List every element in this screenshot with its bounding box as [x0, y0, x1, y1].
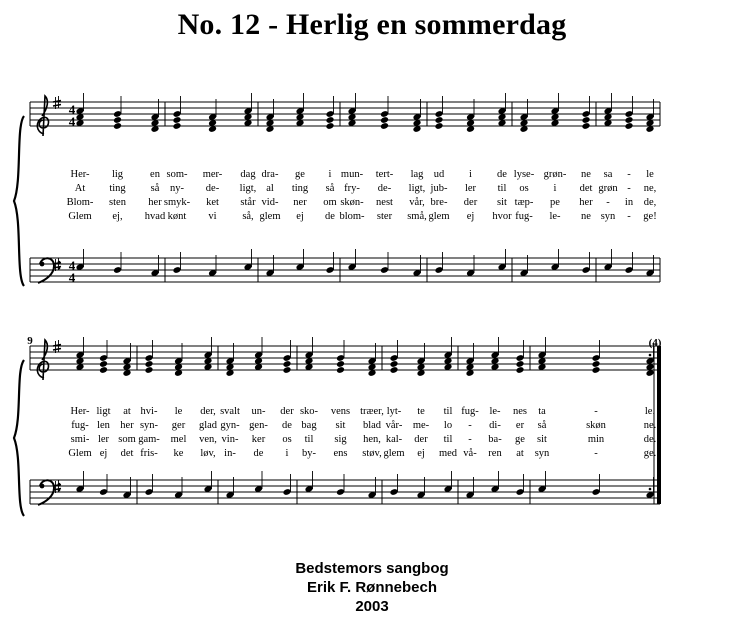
lyric-syllable: -	[468, 434, 472, 445]
lyric-syllable: ger	[171, 420, 186, 431]
lyric-syllable: glad	[198, 420, 218, 431]
treble-chord-note	[390, 360, 399, 368]
lyric-syllable: ler	[97, 434, 110, 445]
lyric-syllable: ej,	[112, 211, 123, 222]
lyric-syllable: Her-	[70, 406, 90, 417]
lyric-syllable: mun-	[340, 169, 364, 180]
lyric-syllable: len	[97, 420, 110, 431]
lyric-syllable: ster	[376, 211, 393, 222]
lyric-syllable: Glem	[68, 448, 92, 459]
treble-chord-note	[516, 360, 525, 368]
treble-chord-note	[435, 122, 444, 130]
lyric-syllable: ner	[293, 197, 307, 208]
lyric-syllable: -	[627, 183, 631, 194]
lyric-syllable: ligt	[96, 406, 111, 417]
lyric-syllable: som-	[166, 169, 188, 180]
lyric-syllable: ven,	[199, 434, 217, 445]
lyric-syllable: vi	[208, 211, 217, 222]
lyric-syllable: os	[282, 434, 292, 445]
system-brace-icon	[14, 116, 24, 286]
lyric-syllable: til	[443, 434, 453, 445]
lyric-syllable: i	[328, 169, 332, 180]
lyric-syllable: de	[325, 211, 335, 222]
lyric-syllable: nes	[513, 406, 527, 417]
treble-chord-note	[283, 366, 292, 374]
treble-chord-note	[625, 122, 634, 130]
lyric-syllable: kønt	[167, 211, 187, 222]
lyric-syllable: vens	[330, 406, 351, 417]
treble-chord-note	[592, 360, 601, 368]
treble-chord-note	[99, 366, 108, 374]
treble-chord-note	[592, 366, 601, 374]
treble-chord-note	[390, 366, 399, 374]
treble-chord-note	[336, 360, 345, 368]
lyric-syllable: ej	[99, 448, 108, 459]
final-barline-thick	[657, 346, 661, 504]
lyric-syllable: fug-	[461, 406, 479, 417]
lyric-syllable: i	[285, 448, 289, 459]
lyric-syllable: sit	[497, 197, 507, 208]
lyric-syllable: ge	[515, 434, 525, 445]
lyric-syllable: sit	[335, 420, 346, 431]
lyric-syllable: lig	[111, 169, 124, 180]
lyric-syllable: de-	[205, 183, 220, 194]
treble-chord-note	[145, 360, 154, 368]
lyric-syllable: vid-	[261, 197, 279, 208]
lyric-syllable: her	[148, 197, 162, 208]
lyric-syllable: glem	[428, 211, 450, 222]
lyric-syllable: un-	[251, 406, 266, 417]
key-sharp-icon	[53, 349, 61, 351]
lyric-syllable: små,	[407, 211, 427, 222]
lyric-syllable: sig	[334, 434, 347, 445]
lyric-syllable: de.	[643, 434, 657, 445]
time-signature-bottom: 4	[68, 270, 76, 285]
lyric-syllable: er	[515, 420, 525, 431]
lyric-syllable: te	[417, 406, 425, 417]
lyric-syllable: skøn	[586, 420, 606, 431]
treble-chord-note	[582, 116, 591, 124]
lyric-syllable: le-	[549, 211, 561, 222]
lyric-syllable: vin-	[221, 434, 239, 445]
lyric-syllable: lo	[443, 420, 453, 431]
lyric-syllable: at	[516, 448, 524, 459]
lyric-syllable: dag	[240, 169, 256, 180]
lyric-syllable: by-	[302, 448, 316, 459]
treble-chord-note	[145, 366, 154, 374]
lyric-syllable: lyt-	[386, 406, 402, 417]
lyric-syllable: ej	[466, 211, 475, 222]
treble-chord-note	[326, 116, 335, 124]
treble-chord-note	[173, 122, 182, 130]
lyric-syllable: blad	[362, 420, 382, 431]
lyric-syllable: -	[594, 448, 598, 459]
repeat-dot	[649, 354, 652, 357]
lyric-syllable: smyk-	[163, 197, 191, 208]
lyric-syllable: syn	[534, 448, 550, 459]
lyric-syllable: mer-	[202, 169, 223, 180]
lyric-syllable: lag	[410, 169, 424, 180]
lyric-syllable: sit	[537, 434, 547, 445]
lyric-syllable: le	[174, 406, 183, 417]
lyric-syllable: hvad	[144, 211, 166, 222]
lyric-syllable: i	[469, 169, 472, 180]
lyric-syllable: al	[266, 183, 274, 194]
lyric-syllable: ting	[291, 183, 309, 194]
lyric-syllable: de	[253, 448, 264, 459]
lyric-syllable: så	[325, 183, 335, 194]
lyric-syllable: ge	[295, 169, 305, 180]
lyric-syllable: bre-	[430, 197, 448, 208]
measure-number: 9	[27, 335, 33, 347]
lyric-syllable: der,	[200, 406, 216, 417]
bass-clef-head	[40, 484, 45, 489]
lyric-syllable: de	[282, 420, 292, 431]
treble-chord-note	[582, 122, 591, 130]
lyric-syllable: le.	[644, 406, 656, 417]
lyric-syllable: grøn-	[543, 169, 567, 180]
lyric-syllable: ge!	[643, 211, 657, 222]
lyric-syllable: gam-	[138, 434, 160, 445]
lyric-syllable: vår-	[385, 420, 403, 431]
lyric-syllable: le-	[489, 406, 501, 417]
lyric-syllable: grøn	[598, 183, 618, 194]
lyric-syllable: så,	[242, 211, 254, 222]
lyric-syllable: de-	[377, 183, 392, 194]
lyric-syllable: træer,	[360, 406, 384, 417]
lyric-syllable: i	[553, 183, 557, 194]
lyric-syllable: så	[537, 420, 547, 431]
treble-chord-note	[173, 116, 182, 124]
lyric-syllable: ens	[333, 448, 348, 459]
lyric-syllable: de,	[643, 197, 657, 208]
lyric-syllable: min	[587, 434, 605, 445]
lyric-syllable: ne	[581, 169, 591, 180]
lyric-syllable: smi-	[70, 434, 90, 445]
lyric-syllable: dra-	[261, 169, 279, 180]
lyric-syllable: sten	[109, 197, 126, 208]
treble-chord-note	[435, 116, 444, 124]
lyric-syllable: syn-	[139, 420, 159, 431]
lyric-syllable: jub-	[430, 183, 448, 194]
lyric-syllable: -	[468, 420, 472, 431]
lyric-syllable: lyse-	[513, 169, 535, 180]
lyric-syllable: der	[463, 197, 478, 208]
treble-chord-note	[516, 366, 525, 374]
lyric-syllable: vå-	[463, 448, 477, 459]
lyric-syllable: støv,	[362, 448, 382, 459]
lyric-syllable: ne.	[643, 420, 657, 431]
lyric-syllable: til	[497, 183, 507, 194]
lyric-syllable: os	[519, 183, 529, 194]
lyric-syllable: skøn-	[340, 197, 364, 208]
lyric-syllable: som	[118, 434, 136, 445]
lyric-syllable: ler	[464, 183, 477, 194]
time-signature-top: 4	[68, 102, 76, 117]
lyric-syllable: -	[594, 406, 598, 417]
lyric-syllable: løv,	[200, 448, 216, 459]
lyric-syllable: sa	[603, 169, 613, 180]
lyric-syllable: in	[624, 197, 634, 208]
lyric-syllable: det	[579, 183, 593, 194]
lyric-syllable: pe	[550, 197, 560, 208]
repeat-dot	[649, 488, 652, 491]
lyric-syllable: der	[280, 406, 294, 417]
lyric-syllable: -	[627, 169, 631, 180]
lyric-syllable: hvi-	[140, 406, 158, 417]
time-signature-bottom: 4	[68, 114, 76, 129]
lyric-syllable: ne,	[643, 183, 657, 194]
lyric-syllable: gyn-	[220, 420, 240, 431]
bass-clef-icon	[38, 258, 54, 283]
treble-chord-note	[326, 122, 335, 130]
lyric-syllable: -	[606, 197, 610, 208]
ending-number: (4)	[648, 337, 662, 349]
lyric-syllable: ting	[109, 183, 126, 194]
treble-chord-note	[99, 360, 108, 368]
lyric-syllable: ny-	[170, 183, 184, 194]
treble-chord-note	[625, 116, 634, 124]
treble-chord-note	[380, 116, 389, 124]
key-sharp-icon	[53, 105, 61, 107]
lyric-syllable: svalt	[220, 406, 240, 417]
lyric-syllable: gen-	[249, 420, 268, 431]
lyric-syllable: ke	[173, 448, 184, 459]
lyric-syllable: le	[646, 169, 654, 180]
lyric-syllable: hen,	[363, 434, 381, 445]
lyric-syllable: her	[579, 197, 593, 208]
bass-clef-icon	[38, 480, 54, 505]
lyric-syllable: vår,	[409, 197, 425, 208]
lyric-syllable: at	[123, 406, 131, 417]
treble-chord-note	[113, 116, 122, 124]
lyric-syllable: glem	[383, 448, 405, 459]
lyric-syllable: di-	[489, 420, 501, 431]
lyric-syllable: hvor	[492, 211, 512, 222]
treble-chord-note	[113, 122, 122, 130]
lyric-syllable: til	[304, 434, 314, 445]
lyric-syllable: me-	[412, 420, 430, 431]
lyric-syllable: ud	[433, 169, 445, 180]
lyric-syllable: ligt,	[408, 183, 426, 194]
lyric-syllable: om	[323, 197, 337, 208]
lyric-syllable: med	[438, 448, 458, 459]
lyric-syllable: ge.	[643, 448, 657, 459]
treble-chord-note	[380, 122, 389, 130]
lyric-syllable: ba-	[488, 434, 502, 445]
lyric-syllable: fris-	[140, 448, 158, 459]
system-brace-icon	[14, 360, 24, 516]
lyric-syllable: her	[120, 420, 134, 431]
lyric-syllable: ker	[251, 434, 266, 445]
lyric-syllable: Blom-	[66, 197, 94, 208]
lyric-syllable: står	[240, 197, 256, 208]
lyric-syllable: fry-	[344, 183, 360, 194]
lyric-syllable: det	[120, 448, 134, 459]
lyric-syllable: At	[74, 183, 86, 194]
lyric-syllable: ket	[206, 197, 219, 208]
lyric-syllable: en	[150, 169, 160, 180]
lyric-syllable: Her-	[70, 169, 90, 180]
lyric-syllable: blom-	[339, 211, 365, 222]
treble-chord-note	[336, 366, 345, 374]
lyric-syllable: tert-	[375, 169, 394, 180]
lyric-syllable: ej	[417, 448, 425, 459]
lyric-syllable: in-	[224, 448, 236, 459]
credit-author: Erik F. Rønnebech	[306, 579, 438, 596]
lyric-syllable: de	[497, 169, 507, 180]
time-signature-top: 4	[68, 258, 76, 273]
lyric-syllable: syn	[600, 211, 616, 222]
lyric-syllable: fug-	[515, 211, 533, 222]
lyric-syllable: ren	[488, 448, 502, 459]
lyric-syllable: fug-	[71, 420, 89, 431]
lyric-syllable: nest	[376, 197, 393, 208]
bass-clef-head	[40, 262, 45, 267]
credit-year: 2003	[355, 598, 389, 615]
lyric-syllable: mel	[170, 434, 187, 445]
lyric-syllable: bag	[301, 420, 317, 431]
song-title: No. 12 - Herlig en sommerdag	[177, 8, 567, 41]
lyric-syllable: glem	[259, 211, 281, 222]
lyric-syllable: Glem	[68, 211, 92, 222]
lyric-syllable: der	[414, 434, 428, 445]
treble-chord-note	[283, 360, 292, 368]
lyric-syllable: tæp-	[514, 197, 534, 208]
lyric-syllable: ej	[296, 211, 304, 222]
lyric-syllable: sko-	[299, 406, 319, 417]
lyric-syllable: så	[150, 183, 160, 194]
lyric-syllable: kal-	[385, 434, 403, 445]
lyric-syllable: ligt,	[239, 183, 257, 194]
lyric-syllable: ta	[538, 406, 546, 417]
lyric-syllable: ne	[581, 211, 591, 222]
credit-book: Bedstemors sangbog	[295, 560, 449, 577]
lyric-syllable: -	[627, 211, 631, 222]
lyric-syllable: til	[443, 406, 453, 417]
